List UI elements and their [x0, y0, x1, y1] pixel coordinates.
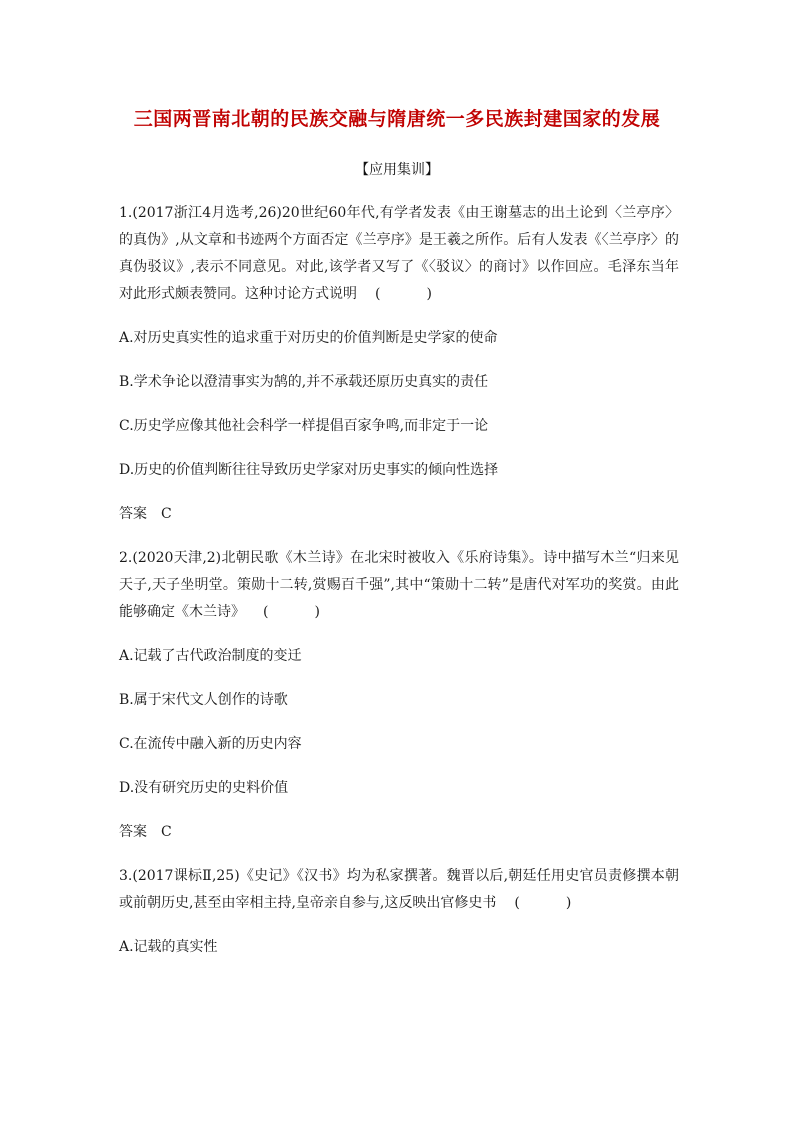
- answer-label: 答案: [119, 506, 147, 522]
- question-text: 3.(2017课标Ⅱ,25)《史记》《汉书》均为私家撰著。魏晋以后,朝廷任用史官员责修撰本朝或前朝历史,甚至由宰相主持,皇帝亲自参与,这反映出官修史书: [119, 868, 679, 911]
- questions-container: [119, 200, 679, 978]
- answer-label: 答案: [119, 824, 147, 840]
- question-stem: [119, 545, 679, 626]
- option-c: C.在流传中融入新的历史内容: [119, 736, 302, 752]
- question-stem: [119, 863, 679, 917]
- answer-value: C: [161, 506, 172, 522]
- question-text: 1.(2017浙江4月选考,26)20世纪60年代,有学者发表《由王谢墓志的出土论到〈兰亭序〉的真伪》,从文章和书迹两个方面否定《兰亭序》是王羲之所作。后有人发表《〈兰亭序〉的真伪驳议》,表示不同意见。对此,该学者又写了《〈驳议〉的商讨》以作回应。毛泽东当年对此形式颇表赞同。这种讨论方式说明: [119, 205, 679, 302]
- question-3: [119, 863, 679, 961]
- answer-blank: ( ): [263, 604, 326, 620]
- answer-line: [119, 819, 679, 846]
- option-a: A.对历史真实性的追求重于对历史的价值判断是史学家的使命: [119, 330, 498, 346]
- option-b: B.属于宋代文人创作的诗歌: [119, 692, 288, 708]
- answer-blank: ( ): [375, 286, 438, 302]
- question-stem: [119, 200, 679, 308]
- answer-line: [119, 501, 679, 528]
- document-title: 三国两晋南北朝的民族交融与隋唐统一多民族封建国家的发展: [133, 108, 661, 130]
- option-b: B.学术争论以澄清事实为鹄的,并不承载还原历史真实的责任: [119, 374, 489, 390]
- option-c: C.历史学应像其他社会科学一样提倡百家争鸣,而非定于一论: [119, 418, 489, 434]
- option-d: D.没有研究历史的史料价值: [119, 780, 289, 796]
- question-1: [119, 200, 679, 528]
- answer-value: C: [161, 824, 172, 840]
- option-a: A.记载的真实性: [119, 939, 218, 955]
- option-d: D.历史的价值判断往往导致历史学家对历史事实的倾向性选择: [119, 462, 499, 478]
- option-a: A.记载了古代政治制度的变迁: [119, 648, 302, 664]
- question-2: [119, 545, 679, 846]
- answer-blank: ( ): [514, 895, 578, 911]
- question-text: 2.(2020天津,2)北朝民歌《木兰诗》在北宋时被收入《乐府诗集》。诗中描写木兰“归来见天子,天子坐明堂。策勋十二转,赏赐百千强”,其中“策勋十二转”是唐代对军功的奖赏。由此能够确定《木兰诗》: [119, 550, 679, 620]
- section-heading: 【应用集训】: [355, 162, 439, 178]
